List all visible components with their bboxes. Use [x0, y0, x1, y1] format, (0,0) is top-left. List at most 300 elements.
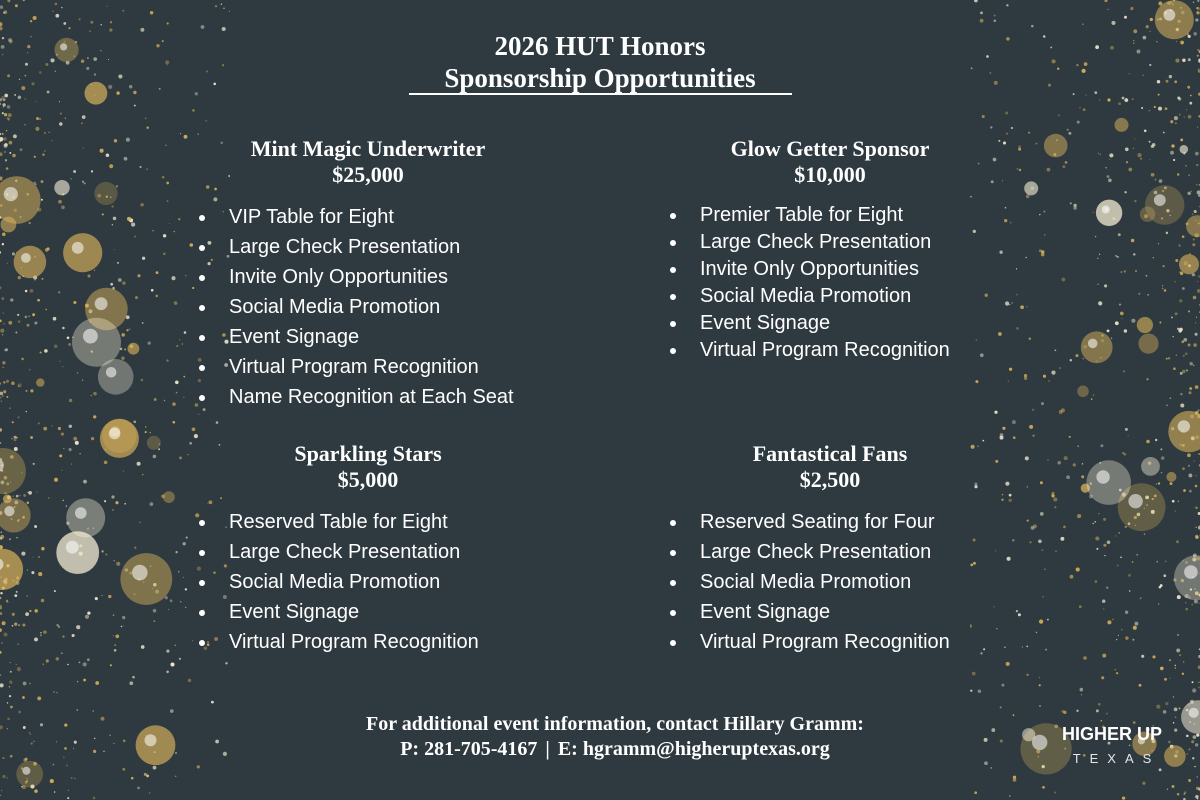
- glitter-dot: [1093, 523, 1094, 524]
- glitter-dot: [101, 550, 103, 552]
- glitter-dot: [2, 233, 6, 237]
- glitter-dot: [1159, 322, 1161, 324]
- glitter-dot: [1095, 236, 1096, 237]
- glitter-dot: [0, 628, 2, 632]
- benefit-list: [196, 507, 616, 657]
- glitter-dot: [90, 21, 93, 24]
- glitter-dot: [179, 658, 181, 660]
- glitter-dot: [1176, 354, 1178, 356]
- glitter-dot: [53, 317, 57, 321]
- glitter-dot: [61, 470, 62, 471]
- glitter-dot: [6, 396, 8, 398]
- glitter-dot: [107, 6, 108, 7]
- glitter-dot: [1130, 7, 1133, 10]
- glitter-dot: [146, 168, 147, 169]
- glitter-dot: [0, 597, 1, 600]
- glitter-dot: [1118, 635, 1119, 636]
- glitter-dot: [1140, 597, 1142, 599]
- glitter-dot: [7, 777, 8, 778]
- glitter-dot: [114, 649, 117, 652]
- bokeh-orb: [94, 182, 117, 205]
- glitter-dot: [1027, 674, 1029, 676]
- glitter-dot: [1100, 444, 1103, 447]
- glitter-dot: [1104, 0, 1107, 2]
- glitter-dot: [980, 12, 983, 15]
- glitter-dot: [1116, 672, 1118, 674]
- glitter-dot: [1077, 121, 1080, 124]
- glitter-dot: [1196, 11, 1199, 14]
- glitter-dot: [149, 792, 150, 793]
- glitter-dot: [1103, 518, 1106, 521]
- glitter-dot: [1175, 122, 1177, 124]
- glitter-dot: [1179, 707, 1181, 709]
- glitter-dot: [1179, 328, 1183, 332]
- glitter-dot: [1171, 144, 1174, 147]
- glitter-dot: [123, 625, 124, 626]
- glitter-dot: [71, 777, 73, 779]
- glitter-dot: [1051, 371, 1055, 375]
- glitter-dot: [1197, 798, 1198, 799]
- benefit-item: Virtual Program Recognition: [667, 337, 1087, 364]
- glitter-dot: [1166, 358, 1168, 360]
- glitter-dot: [71, 463, 72, 464]
- glitter-dot: [1174, 281, 1176, 283]
- benefit-item: Virtual Program Recognition: [196, 352, 616, 382]
- tier-name: Mint Magic Underwriter: [250, 136, 486, 161]
- glitter-dot: [1154, 179, 1156, 181]
- glitter-dot: [0, 5, 3, 9]
- glitter-dot: [122, 616, 125, 619]
- glitter-dot: [126, 138, 130, 142]
- glitter-dot: [1178, 501, 1179, 502]
- glitter-dot: [1101, 676, 1104, 679]
- glitter-dot: [139, 166, 141, 168]
- glitter-dot: [36, 117, 39, 120]
- glitter-dot: [61, 652, 63, 654]
- glitter-dot: [1194, 766, 1195, 767]
- contact-email: E: hgramm@higheruptexas.org: [557, 738, 830, 760]
- glitter-dot: [2, 334, 3, 335]
- tier-sparkling-stars: [196, 441, 616, 657]
- glitter-dot: [1192, 688, 1196, 692]
- glitter-dot: [170, 662, 174, 666]
- glitter-dot: [2, 112, 4, 114]
- glitter-dot: [1097, 258, 1098, 259]
- glitter-dot: [1158, 243, 1159, 244]
- glitter-dot: [42, 154, 44, 156]
- benefit-item: Invite Only Opportunities: [196, 262, 616, 292]
- glitter-dot: [994, 20, 997, 23]
- glitter-dot: [1195, 485, 1198, 488]
- bokeh-orb: [1174, 555, 1200, 600]
- glitter-dot: [62, 366, 63, 367]
- glitter-dot: [211, 701, 214, 704]
- glitter-dot: [85, 615, 89, 619]
- glitter-dot: [1126, 161, 1128, 163]
- glitter-dot: [1058, 114, 1060, 116]
- glitter-dot: [1170, 151, 1174, 155]
- glitter-dot: [185, 588, 187, 590]
- glitter-dot: [1178, 244, 1180, 246]
- glitter-dot: [1002, 427, 1005, 430]
- glitter-dot: [0, 152, 3, 156]
- glitter-dot: [1132, 639, 1134, 641]
- glitter-dot: [38, 556, 40, 558]
- glitter-dot: [1125, 526, 1127, 528]
- glitter-dot: [76, 625, 80, 629]
- glitter-dot: [65, 118, 67, 120]
- bokeh-orb: [1115, 118, 1129, 132]
- glitter-dot: [2, 367, 4, 369]
- glitter-dot: [24, 124, 25, 125]
- glitter-dot: [11, 382, 15, 386]
- glitter-dot: [147, 127, 149, 129]
- glitter-dot: [1170, 482, 1173, 485]
- title-underline: [409, 93, 792, 95]
- glitter-dot: [1158, 107, 1162, 111]
- glitter-dot: [32, 313, 35, 316]
- glitter-dot: [1180, 393, 1182, 395]
- glitter-dot: [63, 22, 66, 25]
- glitter-dot: [3, 390, 6, 393]
- glitter-dot: [129, 328, 131, 330]
- glitter-dot: [1115, 669, 1117, 671]
- glitter-dot: [1198, 682, 1199, 683]
- glitter-dot: [1192, 213, 1194, 215]
- glitter-dot: [25, 316, 28, 319]
- glitter-dot: [7, 0, 10, 2]
- glitter-dot: [1194, 210, 1197, 213]
- glitter-dot: [187, 454, 188, 455]
- glitter-dot: [176, 345, 178, 347]
- glitter-dot: [1191, 604, 1193, 606]
- glitter-dot: [183, 577, 184, 578]
- benefit-item: Event Signage: [196, 322, 616, 352]
- glitter-dot: [7, 601, 8, 602]
- glitter-dot: [3, 137, 7, 141]
- glitter-dot: [0, 137, 3, 141]
- glitter-dot: [9, 695, 11, 697]
- glitter-dot: [58, 291, 60, 293]
- glitter-dot: [1124, 270, 1126, 272]
- glitter-dot: [132, 676, 135, 679]
- glitter-dot: [1177, 793, 1179, 795]
- glitter-dot: [1165, 561, 1166, 562]
- glitter-dot: [1156, 705, 1160, 709]
- glitter-dot: [178, 571, 179, 572]
- glitter-dot: [180, 133, 181, 134]
- bokeh-highlight: [66, 541, 79, 554]
- glitter-dot: [29, 222, 31, 224]
- glitter-dot: [91, 395, 92, 396]
- bokeh-orb: [1186, 215, 1200, 237]
- glitter-dot: [1134, 200, 1136, 202]
- glitter-dot: [30, 436, 33, 439]
- glitter-dot: [114, 560, 115, 561]
- glitter-dot: [49, 132, 50, 133]
- glitter-dot: [126, 329, 128, 331]
- glitter-dot: [37, 696, 41, 700]
- glitter-dot: [152, 230, 153, 231]
- glitter-dot: [55, 14, 59, 18]
- glitter-dot: [8, 113, 12, 117]
- title-line-2: Sponsorship Opportunities: [444, 63, 756, 93]
- glitter-dot: [1111, 21, 1115, 25]
- glitter-dot: [1159, 179, 1163, 183]
- glitter-dot: [34, 321, 37, 324]
- glitter-dot: [2, 103, 5, 106]
- glitter-dot: [1195, 385, 1199, 389]
- glitter-dot: [1196, 787, 1199, 790]
- glitter-dot: [141, 645, 145, 649]
- glitter-dot: [51, 140, 52, 141]
- glitter-dot: [1158, 482, 1160, 484]
- glitter-dot: [0, 320, 2, 323]
- glitter-dot: [133, 420, 136, 423]
- glitter-dot: [167, 200, 169, 202]
- glitter-dot: [156, 271, 159, 274]
- glitter-dot: [1119, 304, 1121, 306]
- glitter-dot: [1151, 173, 1155, 177]
- glitter-dot: [18, 276, 21, 279]
- bokeh-orb: [16, 761, 43, 788]
- glitter-dot: [9, 686, 10, 687]
- bokeh-orb: [1096, 200, 1122, 226]
- glitter-dot: [17, 667, 21, 671]
- bokeh-highlight: [1088, 339, 1098, 349]
- glitter-dot: [1107, 9, 1108, 10]
- contact-phone: P: 281-705-4167: [400, 738, 538, 760]
- glitter-dot: [59, 454, 62, 457]
- glitter-dot: [1180, 403, 1184, 407]
- glitter-dot: [95, 597, 98, 600]
- glitter-dot: [4, 633, 8, 637]
- glitter-dot: [1193, 461, 1194, 462]
- glitter-dot: [192, 427, 196, 431]
- glitter-dot: [1191, 191, 1192, 192]
- glitter-dot: [1125, 147, 1129, 151]
- glitter-dot: [1150, 18, 1153, 21]
- glitter-dot: [1103, 608, 1104, 609]
- benefit-item: Large Check Presentation: [667, 537, 1087, 567]
- glitter-dot: [1196, 164, 1198, 166]
- glitter-dot: [20, 148, 23, 151]
- glitter-dot: [9, 538, 11, 540]
- glitter-dot: [1116, 639, 1117, 640]
- glitter-dot: [153, 620, 155, 622]
- glitter-dot: [29, 683, 31, 685]
- glitter-dot: [201, 25, 205, 29]
- glitter-dot: [1165, 702, 1168, 705]
- glitter-dot: [1128, 168, 1132, 172]
- glitter-dot: [1163, 574, 1166, 577]
- glitter-dot: [1131, 239, 1134, 242]
- glitter-dot: [101, 595, 103, 597]
- glitter-dot: [40, 351, 42, 353]
- contact-info: [0, 712, 1200, 762]
- glitter-dot: [1173, 696, 1174, 697]
- glitter-dot: [1097, 284, 1098, 285]
- glitter-dot: [1173, 159, 1175, 161]
- glitter-dot: [134, 235, 136, 237]
- glitter-dot: [1042, 786, 1045, 789]
- glitter-dot: [1095, 537, 1099, 541]
- glitter-dot: [163, 253, 165, 255]
- glitter-dot: [0, 545, 3, 549]
- glitter-dot: [121, 333, 125, 337]
- glitter-dot: [1197, 776, 1198, 777]
- glitter-dot: [1183, 338, 1187, 342]
- glitter-dot: [1192, 681, 1194, 683]
- glitter-dot: [1118, 102, 1121, 105]
- glitter-dot: [66, 505, 67, 506]
- glitter-dot: [121, 357, 124, 360]
- glitter-dot: [1107, 540, 1111, 544]
- glitter-dot: [93, 415, 96, 418]
- glitter-dot: [59, 101, 60, 102]
- glitter-dot: [104, 461, 108, 465]
- glitter-dot: [7, 117, 9, 119]
- glitter-dot: [175, 551, 177, 553]
- glitter-dot: [1118, 233, 1121, 236]
- glitter-dot: [1103, 544, 1106, 547]
- bokeh-highlight: [1096, 470, 1109, 483]
- tier-price: $5,000: [337, 467, 399, 492]
- glitter-dot: [22, 623, 25, 626]
- glitter-dot: [93, 392, 97, 396]
- glitter-dot: [140, 203, 143, 206]
- glitter-dot: [1031, 25, 1034, 28]
- glitter-dot: [8, 321, 12, 325]
- glitter-dot: [1059, 367, 1061, 369]
- glitter-dot: [62, 635, 64, 637]
- glitter-dot: [2, 775, 5, 778]
- glitter-dot: [1098, 703, 1101, 706]
- glitter-dot: [41, 199, 43, 201]
- glitter-dot: [12, 421, 14, 423]
- glitter-dot: [1005, 112, 1008, 115]
- glitter-dot: [1185, 165, 1187, 167]
- glitter-dot: [0, 592, 2, 594]
- glitter-dot: [1013, 436, 1016, 439]
- glitter-dot: [1121, 629, 1122, 630]
- glitter-dot: [63, 448, 64, 449]
- bokeh-highlight: [83, 329, 98, 344]
- glitter-dot: [18, 96, 21, 99]
- glitter-dot: [75, 441, 79, 445]
- glitter-dot: [131, 777, 134, 780]
- glitter-dot: [108, 595, 111, 598]
- glitter-dot: [26, 411, 27, 412]
- glitter-dot: [197, 133, 199, 135]
- glitter-dot: [109, 164, 113, 168]
- glitter-dot: [82, 181, 84, 183]
- glitter-dot: [72, 634, 75, 637]
- glitter-dot: [1109, 159, 1110, 160]
- glitter-dot: [56, 657, 59, 660]
- glitter-dot: [3, 313, 4, 314]
- glitter-dot: [3, 323, 5, 325]
- glitter-dot: [1059, 410, 1063, 414]
- glitter-dot: [1172, 500, 1175, 503]
- logo-sub-text: TEXAS: [1072, 751, 1161, 766]
- benefit-list: [667, 507, 1087, 657]
- glitter-dot: [60, 113, 62, 115]
- bokeh-highlight: [132, 565, 148, 581]
- glitter-dot: [38, 572, 42, 576]
- glitter-dot: [122, 281, 125, 284]
- glitter-dot: [1197, 409, 1199, 411]
- glitter-dot: [58, 626, 60, 628]
- glitter-dot: [134, 105, 136, 107]
- glitter-dot: [56, 692, 57, 693]
- glitter-dot: [14, 622, 17, 625]
- bokeh-orb: [1145, 185, 1184, 224]
- glitter-dot: [1170, 397, 1172, 399]
- glitter-dot: [39, 118, 41, 120]
- glitter-dot: [28, 491, 32, 495]
- glitter-dot: [116, 185, 118, 187]
- glitter-dot: [127, 217, 131, 221]
- glitter-dot: [1167, 789, 1168, 790]
- glitter-dot: [1161, 472, 1163, 474]
- glitter-dot: [38, 422, 40, 424]
- glitter-dot: [43, 663, 45, 665]
- glitter-dot: [1175, 259, 1178, 262]
- glitter-dot: [1124, 16, 1127, 19]
- glitter-dot: [1164, 678, 1167, 681]
- glitter-dot: [1152, 655, 1155, 658]
- bokeh-highlight: [1164, 9, 1176, 21]
- glitter-dot: [1008, 381, 1009, 382]
- glitter-dot: [1193, 238, 1195, 240]
- glitter-dot: [1174, 708, 1178, 712]
- bokeh-orb: [0, 549, 23, 590]
- page-title: [0, 30, 1200, 94]
- glitter-dot: [1, 531, 3, 533]
- glitter-dot: [68, 343, 71, 346]
- glitter-dot: [1173, 367, 1176, 370]
- glitter-dot: [166, 650, 169, 653]
- glitter-dot: [37, 299, 40, 302]
- glitter-dot: [13, 438, 16, 441]
- glitter-dot: [1085, 95, 1086, 96]
- glitter-dot: [1185, 602, 1186, 603]
- glitter-dot: [1079, 688, 1083, 692]
- glitter-dot: [68, 790, 69, 791]
- glitter-dot: [1099, 153, 1101, 155]
- glitter-dot: [163, 234, 166, 237]
- glitter-dot: [1195, 536, 1198, 539]
- glitter-dot: [25, 290, 28, 293]
- glitter-dot: [1096, 548, 1098, 550]
- benefit-item: Virtual Program Recognition: [196, 627, 616, 657]
- glitter-dot: [23, 0, 25, 1]
- glitter-dot: [1107, 620, 1111, 624]
- tier-mint-magic-underwriter: [196, 136, 616, 412]
- glitter-dot: [1106, 586, 1108, 588]
- bokeh-orb: [120, 553, 172, 605]
- glitter-dot: [174, 301, 178, 305]
- glitter-dot: [175, 645, 176, 646]
- glitter-dot: [68, 27, 70, 29]
- glitter-dot: [1193, 343, 1197, 347]
- glitter-dot: [113, 635, 114, 636]
- glitter-dot: [77, 681, 78, 682]
- glitter-dot: [1104, 555, 1105, 556]
- glitter-dot: [172, 421, 175, 424]
- glitter-dot: [158, 448, 160, 450]
